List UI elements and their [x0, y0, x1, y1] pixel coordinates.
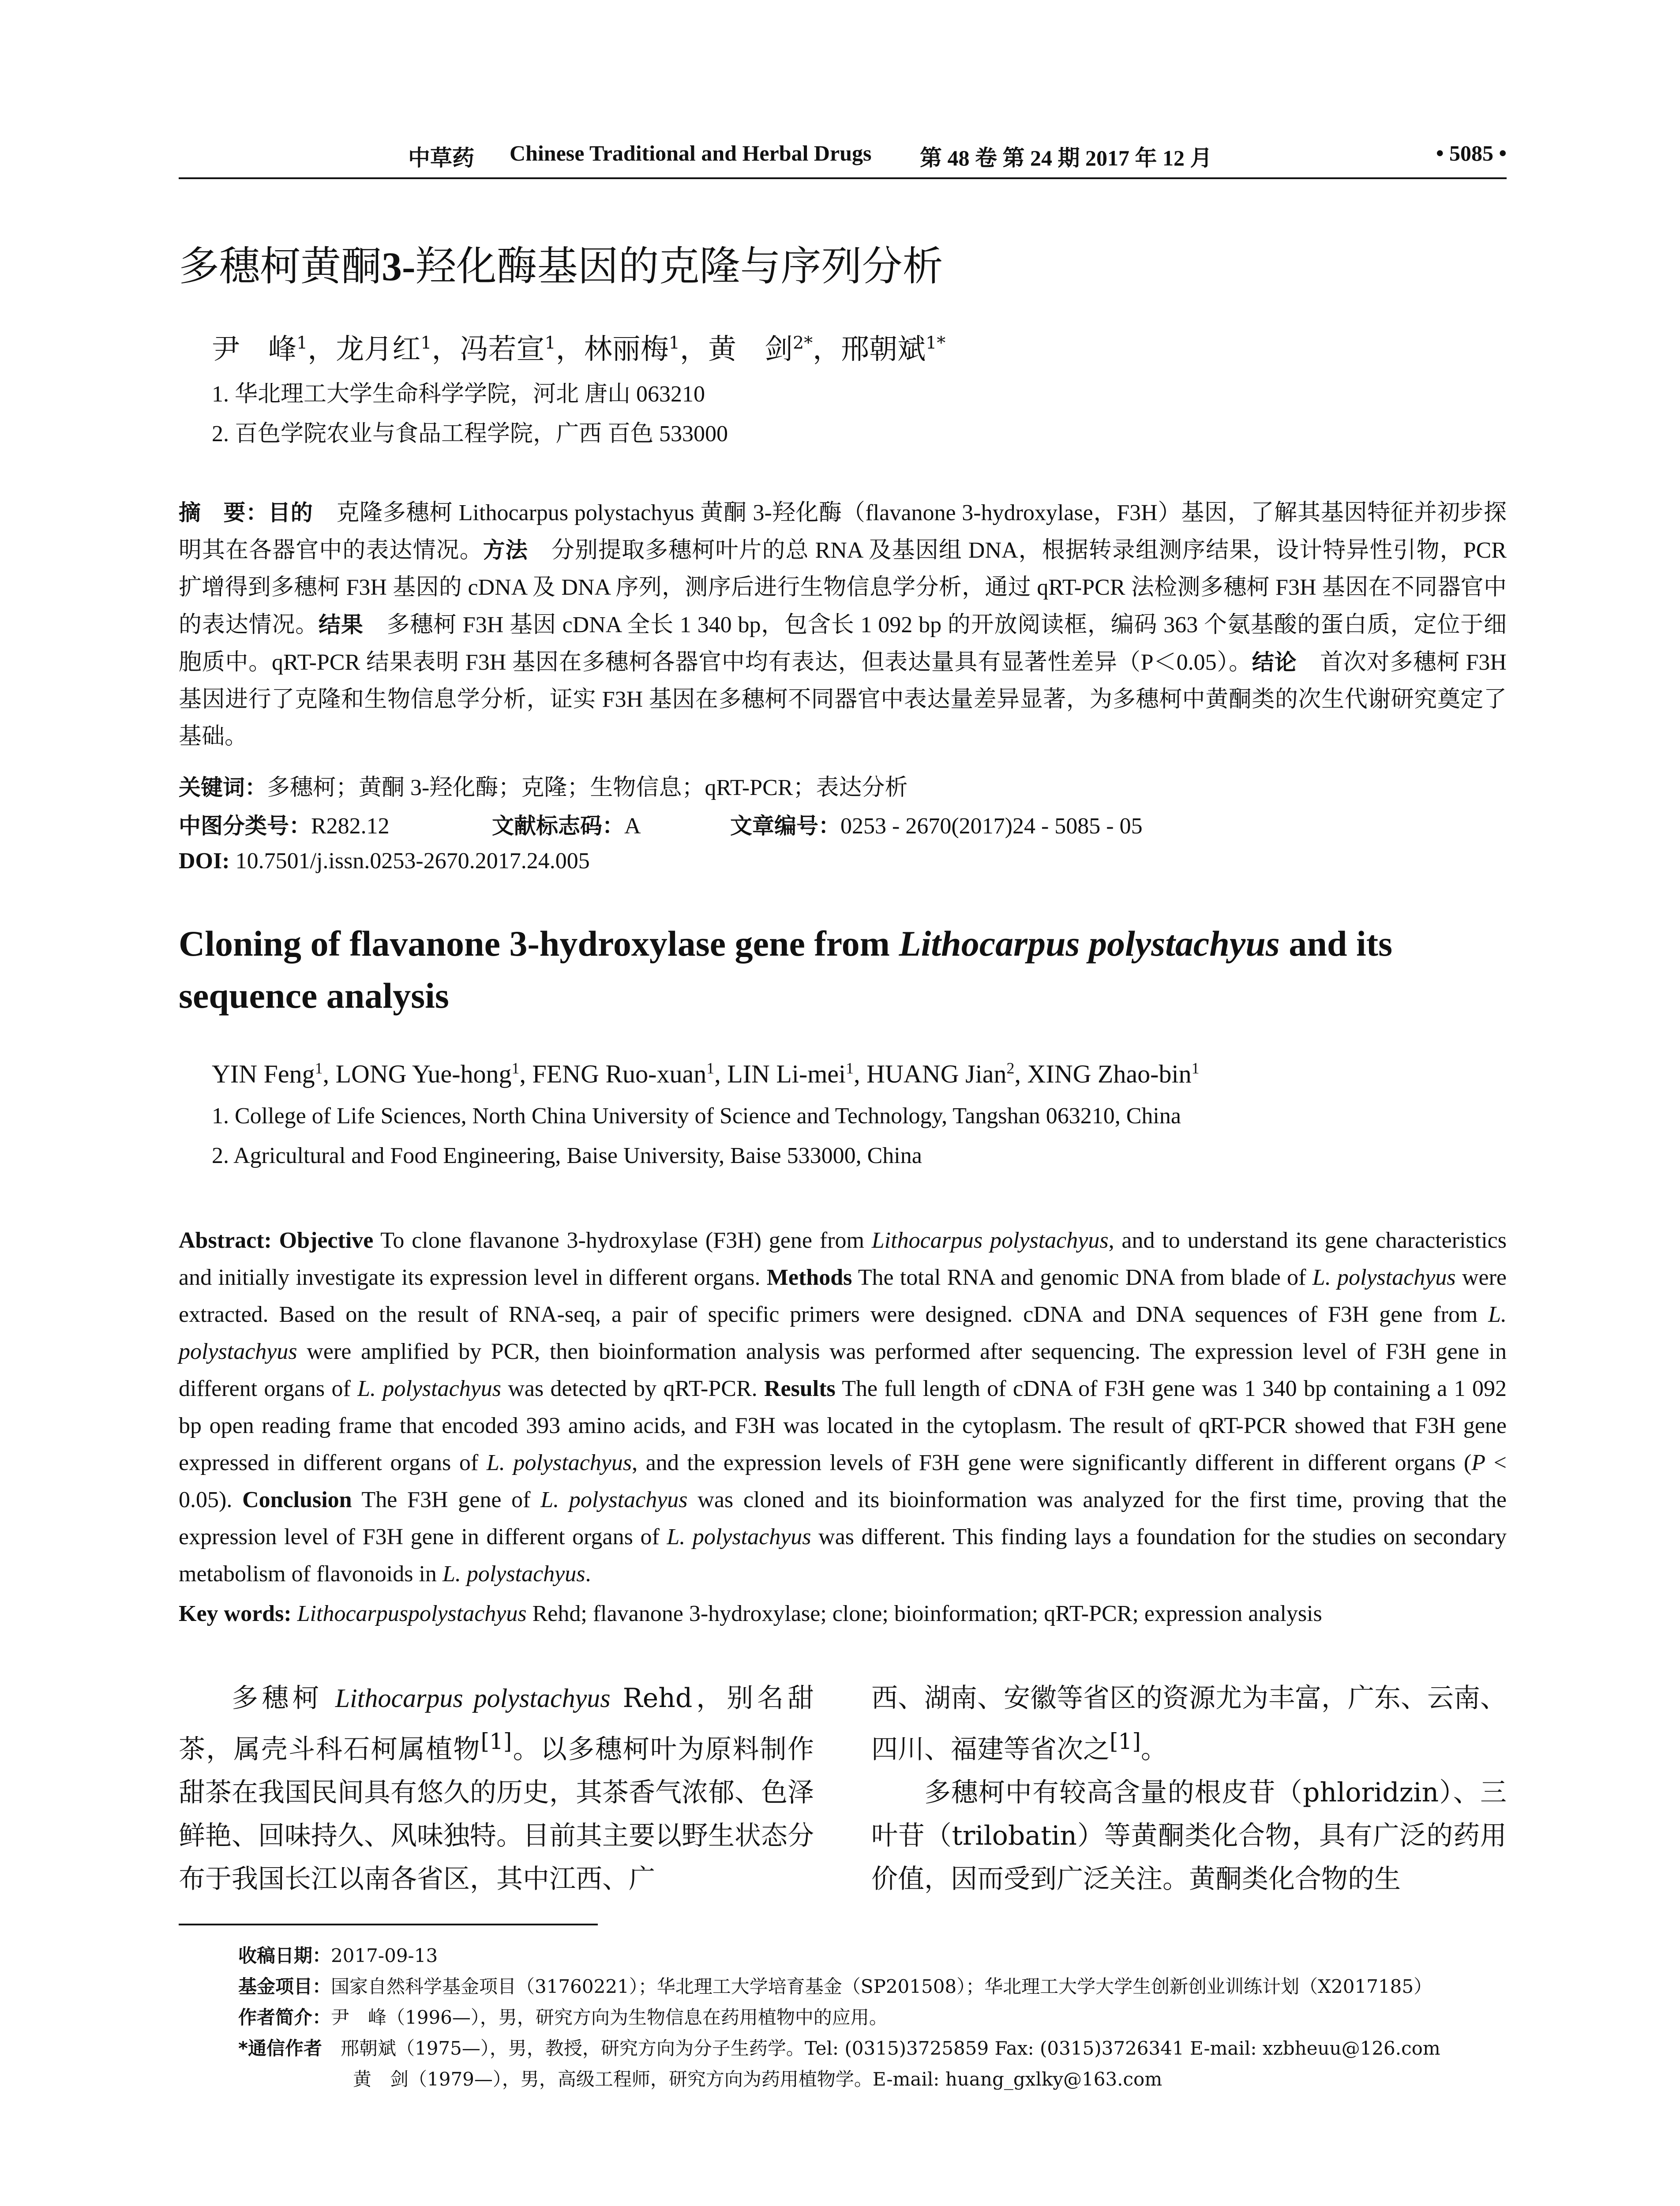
abstract-text: The F3H gene of: [352, 1487, 541, 1512]
abstract-text: The total RNA and genomic DNA from blade of: [852, 1265, 1312, 1290]
footnote-label: *通信作者: [238, 2037, 322, 2059]
keywords-cn-label: 关键词：: [179, 775, 267, 800]
species-name: L. polystachyus: [667, 1524, 811, 1549]
keywords-en-label: Key words:: [179, 1601, 292, 1626]
author-cn: ，林丽梅: [555, 333, 669, 366]
abstract-text: , and to understand its gene characteristics and initially investigate its expression level in different organs.: [179, 1228, 1507, 1290]
footnote-corresponding-2: 黄 剑（1979—），男，高级工程师，研究方向为药用植物学。E-mail: huang_gxlky@163.com: [353, 2068, 1162, 2090]
clc-group: [179, 814, 390, 839]
body-text: 多穗柯: [232, 1683, 335, 1714]
author-sup: 1: [668, 333, 680, 353]
abstract-text: The full length of cDNA of F3H gene was 1 340 bp containing a 1 092 bp open reading frame that encoded 393 amino acids, and F3H was located in the cytoplasm. The result of qRT-PCR showed that F3H gene expressed in different organs of: [179, 1376, 1507, 1475]
issue-info: 第 48 卷 第 24 期 2017 年 12 月: [920, 146, 1212, 170]
abstract-text: To clone flavanone 3-hydroxylase (F3H) gene from: [373, 1228, 872, 1253]
keywords-en: [179, 1601, 1322, 1627]
abstract-text: were amplified by PCR, then bioinformation analysis was performed after sequencing. The expression level of F3H gene in different organs of: [179, 1339, 1507, 1401]
affiliation-en-1: 1. College of Life Sciences, North China University of Science and Technology, Tangshan 063210, China: [212, 1103, 1181, 1129]
footnote-label: 收稿日期：: [238, 1945, 331, 1966]
header-rule: [179, 177, 1507, 179]
p-value-symbol: P: [1471, 1450, 1486, 1475]
author-cn: 尹 峰: [212, 333, 296, 366]
doc-code-group: [492, 808, 641, 840]
author-sup: 1*: [926, 333, 946, 353]
author-en: , FENG Ruo-xuan: [519, 1059, 707, 1088]
title-en-species: Lithocarpus polystachyus: [899, 923, 1280, 964]
footnote-received: [238, 1941, 438, 1968]
author-en: YIN Feng: [212, 1059, 315, 1088]
doi-line: [179, 848, 590, 874]
abstract-en-label: Abstract: Objective: [179, 1228, 374, 1253]
doc-code-label: 文献标志码：: [492, 813, 624, 839]
body-paragraph: [179, 1677, 814, 1901]
abstract-en: [179, 1222, 1507, 1593]
conclusion-label-en: Conclusion: [242, 1487, 352, 1512]
author-en: , LIN Li-mei: [714, 1059, 846, 1088]
keywords-en-species: Lithocarpuspolystachyus: [291, 1601, 527, 1626]
authors-en: [212, 1059, 1200, 1088]
species-name: L. polystachyus: [442, 1561, 585, 1587]
author-sup: 1: [315, 1059, 323, 1077]
journal-name-en: Chinese Traditional and Herbal Drugs: [510, 141, 872, 165]
classification-line: [179, 808, 1143, 840]
title-cn-part2: 3-: [382, 244, 416, 289]
author-sup: 1: [544, 333, 556, 353]
footnote-text: 尹 峰（1996—），男，研究方向为生物信息在药用植物中的应用。: [331, 2007, 888, 2028]
methods-label: 方法: [483, 537, 528, 563]
author-en: , LONG Yue-hong: [322, 1059, 512, 1088]
footnote-text: 邢朝斌（1975—），男，教授，研究方向为分子生药学。Tel: (0315)3725859 Fax: (0315)3726341 E-mail: xzbheuu@126.com: [322, 2037, 1440, 2059]
footnote-corresponding: [238, 2034, 1440, 2060]
clc-value: R282.12: [311, 814, 390, 839]
journal-name-cn: 中草药: [408, 146, 474, 170]
footnote-label: 基金项目：: [238, 1976, 331, 1997]
doc-code-value: A: [624, 814, 641, 839]
author-sup: 2: [1006, 1059, 1015, 1077]
affiliation-cn-2: 2. 百色学院农业与食品工程学院，广西 百色 533000: [212, 421, 728, 446]
species-name: Lithocarpus polystachyus: [335, 1684, 611, 1713]
clc-label: 中图分类号：: [179, 813, 311, 839]
article-number-label: 文章编号：: [730, 813, 840, 839]
author-en: , XING Zhao-bin: [1014, 1059, 1192, 1088]
abstract-text: < 0.05).: [179, 1450, 1507, 1512]
title-en: [179, 918, 1507, 1022]
results-label-en: Results: [764, 1376, 836, 1401]
title-cn-part1: 多穗柯黄酮: [179, 243, 382, 290]
author-sup: 1: [706, 1059, 715, 1077]
species-name: L. polystachyus: [486, 1450, 632, 1475]
body-text: 。: [1140, 1734, 1167, 1765]
species-name: L. polystachyus: [179, 1302, 1507, 1364]
authors-cn: [212, 326, 945, 367]
abstract-cn: [179, 494, 1507, 755]
author-en: , HUANG Jian: [854, 1059, 1007, 1088]
author-sup: 1: [420, 333, 432, 353]
citation-ref: [1]: [480, 1729, 512, 1754]
affiliation-en-2: 2. Agricultural and Food Engineering, Baise University, Baise 533000, China: [212, 1143, 922, 1168]
author-sup: 1: [846, 1059, 854, 1077]
footnote-author: [238, 2003, 888, 2030]
methods-text: 分别提取多穗柯叶片的总 RNA 及基因组 DNA，根据转录组测序结果，设计特异性引物，PCR 扩增得到多穗柯 F3H 基因的 cDNA 及 DNA 序列，测序后进行生物信息学分析，通过 qRT-PCR 法检测多穗柯 F3H 基因在不同器官中的表达情况。: [179, 538, 1507, 638]
author-cn: ，黄 剑: [680, 333, 793, 366]
abstract-text: was detected by qRT-PCR.: [501, 1376, 764, 1401]
body-text: Rehd，别名甜茶，属壳斗科石柯属植物: [179, 1683, 814, 1765]
objective-text: 克隆多穗柯 Lithocarpus polystachyus 黄酮 3-羟化酶（flavanone 3-hydroxylase，F3H）基因，了解其基因特征并初步探明其在各器官中的表达情况。: [179, 500, 1507, 563]
objective-label: 目的: [268, 500, 313, 525]
article-number-value: 0253 - 2670(2017)24 - 5085 - 05: [840, 814, 1143, 839]
species-name: L. polystachyus: [540, 1487, 688, 1512]
running-header: [179, 140, 1507, 176]
body-text: 西、湖南、安徽等省区的资源尤为丰富，广东、云南、四川、福建等省次之: [871, 1683, 1507, 1765]
keywords-en-text: Rehd; flavanone 3-hydroxylase; clone; bioinformation; qRT-PCR; expression analysis: [526, 1601, 1322, 1626]
results-label: 结果: [318, 612, 364, 638]
body-column-left: [179, 1677, 814, 1901]
conclusion-label: 结论: [1252, 649, 1297, 675]
body-paragraph: [871, 1677, 1507, 1771]
species-name: L. polystachyus: [1312, 1265, 1456, 1290]
author-sup: 1: [1191, 1059, 1200, 1077]
methods-label-en: Methods: [766, 1265, 852, 1290]
doi-label: DOI:: [179, 848, 230, 874]
title-en-part3: and its sequence analysis: [179, 923, 1393, 1016]
abstract-text: .: [585, 1561, 591, 1587]
footnote-rule: [179, 1924, 598, 1925]
keywords-cn: [179, 769, 908, 802]
title-cn-part3: 羟化酶基因的克隆与序列分析: [415, 243, 943, 290]
results-text: 多穗柯 F3H 基因 cDNA 全长 1 340 bp，包含长 1 092 bp 的开放阅读框，编码 363 个氨基酸的蛋白质，定位于细胞质中。qRT-PCR 结果表明 F3H 基因在多穗柯各器官中均有表达，但表达量具有显著性差异（P＜0.05）。: [179, 612, 1507, 675]
footnote-text: 2017-09-13: [331, 1945, 438, 1966]
author-sup: 1: [511, 1059, 520, 1077]
footnote-fund: [238, 1972, 1432, 1999]
author-cn: ，龙月红: [308, 333, 421, 366]
abstract-text: were extracted. Based on the result of RNA-seq, a pair of specific primers were designed. cDNA and DNA sequences of F3H gene from: [179, 1265, 1507, 1327]
author-sup: 1: [296, 333, 308, 353]
author-sup: 2*: [793, 333, 813, 353]
title-cn: [179, 234, 943, 292]
citation-ref: [1]: [1110, 1729, 1141, 1754]
body-text: 。以多穗柯叶为原料制作甜茶在我国民间具有悠久的历史，其茶香气浓郁、色泽鲜艳、回味持久、风味独特。目前其主要以野生状态分布于我国长江以南各省区，其中江西、广: [179, 1734, 814, 1895]
author-cn: ，冯若宣: [431, 333, 545, 366]
conclusion-text: 首次对多穗柯 F3H 基因进行了克隆和生物信息学分析，证实 F3H 基因在多穗柯不同器官中表达量差异显著，为多穗柯中黄酮类的次生代谢研究奠定了基础。: [179, 650, 1507, 749]
body-column-right: [871, 1677, 1507, 1901]
abstract-text: was cloned and its bioinformation was analyzed for the first time, proving that the expression level of F3H gene in different organs of: [179, 1487, 1507, 1549]
abstract-text: was different. This finding lays a foundation for the studies on secondary metabolism of flavonoids in: [179, 1524, 1507, 1587]
species-name: L. polystachyus: [357, 1376, 501, 1401]
footnote-text: 国家自然科学基金项目（31760221）；华北理工大学培育基金（SP201508）；华北理工大学大学生创新创业训练计划（X2017185）: [331, 1976, 1432, 1997]
article-number-group: [730, 808, 1143, 840]
affiliation-cn-1: 1. 华北理工大学生命科学学院，河北 唐山 063210: [212, 382, 705, 407]
footnote-label: 作者简介：: [238, 2007, 331, 2028]
page-number: • 5085 •: [1436, 141, 1507, 165]
abstract-cn-label: 摘 要：: [179, 500, 269, 525]
body-paragraph: 多穗柯中有较高含量的根皮苷（phloridzin）、三叶苷（trilobatin）等黄酮类化合物，具有广泛的药用价值，因而受到广泛关注。黄酮类化合物的生: [871, 1777, 1507, 1895]
abstract-text: , and the expression levels of F3H gene were significantly different in different organs (: [632, 1450, 1472, 1475]
species-name: Lithocarpus polystachyus: [871, 1228, 1109, 1253]
author-cn: ，邢朝斌: [813, 333, 926, 366]
keywords-cn-text: 多穗柯；黄酮 3-羟化酶；克隆；生物信息；qRT-PCR；表达分析: [267, 775, 908, 800]
title-en-part1: Cloning of flavanone 3-hydroxylase gene from: [179, 923, 899, 964]
doi-value: 10.7501/j.issn.0253-2670.2017.24.005: [229, 848, 590, 874]
